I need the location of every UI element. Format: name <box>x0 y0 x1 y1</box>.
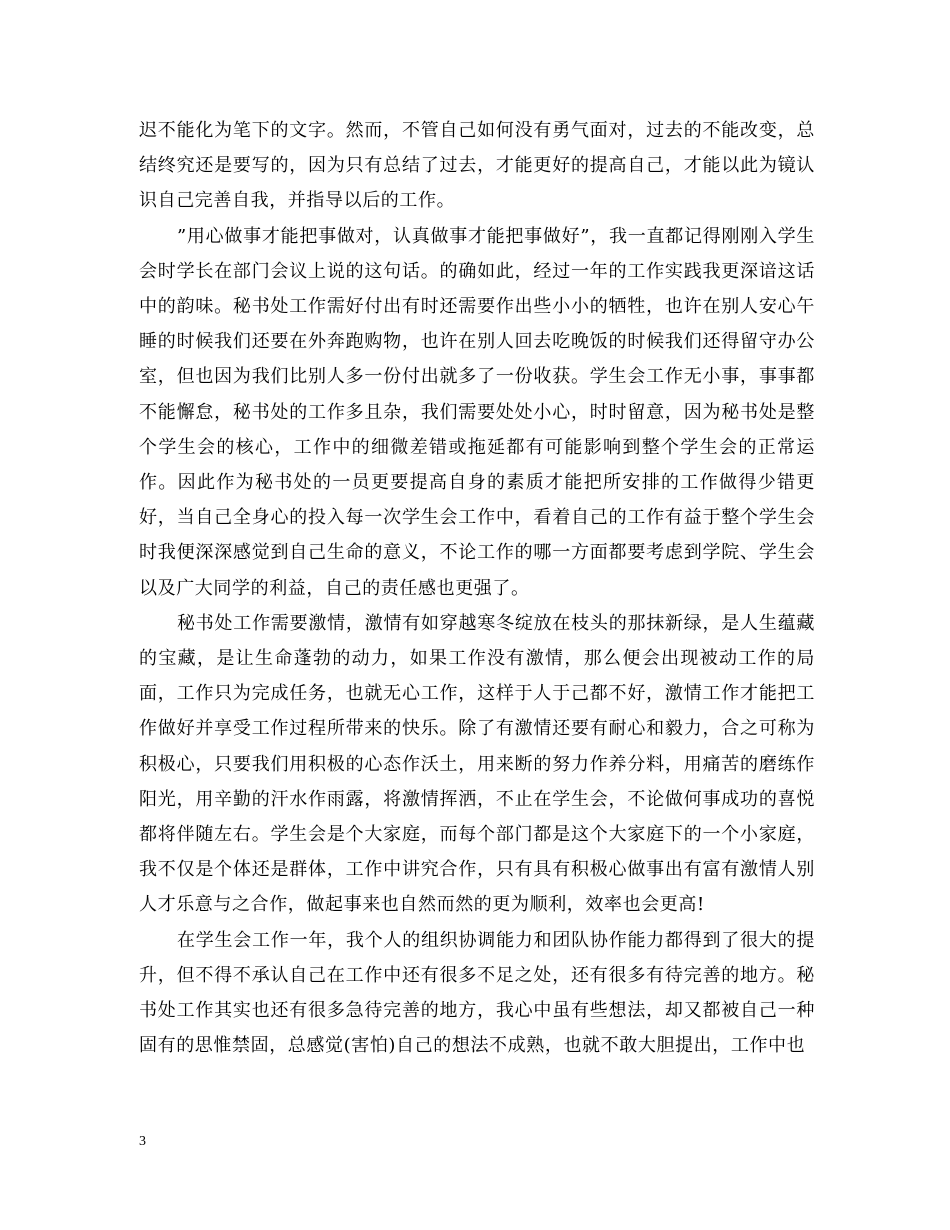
paragraph-2: ”用心做事才能把事做对，认真做事才能把事做好”，我一直都记得刚刚入学生会时学长在部门会议上说的这句话。的确如此，经过一年的工作实践我更深谙这话中的韵味。秘书处工作需好付出有时还需要作出些小小的牺牲，也许在别人安心午睡的时候我们还要在外奔跑购物，也许在别人回去吃晚饭的时候我们还得留守办公室，但也因为我们比别人多一份付出就多了一份收获。学生会工作无小事，事事都不能懈怠，秘书处的工作多且杂，我们需要处处小心，时时留意，因为秘书处是整个学生会的核心，工作中的细微差错或拖延都有可能影响到整个学生会的正常运作。因此作为秘书处的一员更要提高自身的素质才能把所安排的工作做得少错更好，当自己全身心的投入每一次学生会工作中，看着自己的工作有益于整个学生会时我便深深感觉到自己生命的意义，不论工作的哪一方面都要考虑到学院、学生会以及广大同学的利益，自己的责任感也更强了。 <box>139 225 815 599</box>
paragraph-4: 在学生会工作一年，我个人的组织协调能力和团队协作能力都得到了很大的提升，但不得不承认自己在工作中还有很多不足之处，还有很多有待完善的地方。秘书处工作其实也还有很多急待完善的地方，我心中虽有些想法，却又都被自己一种固有的思惟禁固，总感觉(害怕)自己的想法不成熟，也就不敢大胆提出，工作中也 <box>139 929 815 1057</box>
paragraph-3: 秘书处工作需要激情，激情有如穿越寒冬绽放在枝头的那抹新绿，是人生蕴藏的宝藏，是让生命蓬勃的动力，如果工作没有激情，那么便会出现被动工作的局面，工作只为完成任务，也就无心工作，这样于人于己都不好，激情工作才能把工作做好并享受工作过程所带来的快乐。除了有激情还要有耐心和毅力，合之可称为积极心，只要我们用积极的心态作沃土，用来断的努力作养分料，用痛苦的磨练作阳光，用辛勤的汗水作雨露，将激情挥洒，不止在学生会，不论做何事成功的喜悦都将伴随左右。学生会是个大家庭，而每个部门都是这个大家庭下的一个小家庭，我不仅是个体还是群体，工作中讲究合作，只有具有积极心做事出有富有激情人别人才乐意与之合作，做起事来也自然而然的更为顺利，效率也会更高! <box>139 612 815 916</box>
paragraph-1: 迟不能化为笔下的文字。然而，不管自己如何没有勇气面对，过去的不能改变，总结终究还是要写的，因为只有总结了过去，才能更好的提高自己，才能以此为镜认识自己完善自我，并指导以后的工作。 <box>139 120 815 212</box>
page-number: 3 <box>139 1134 146 1149</box>
body-text <box>139 113 815 1063</box>
